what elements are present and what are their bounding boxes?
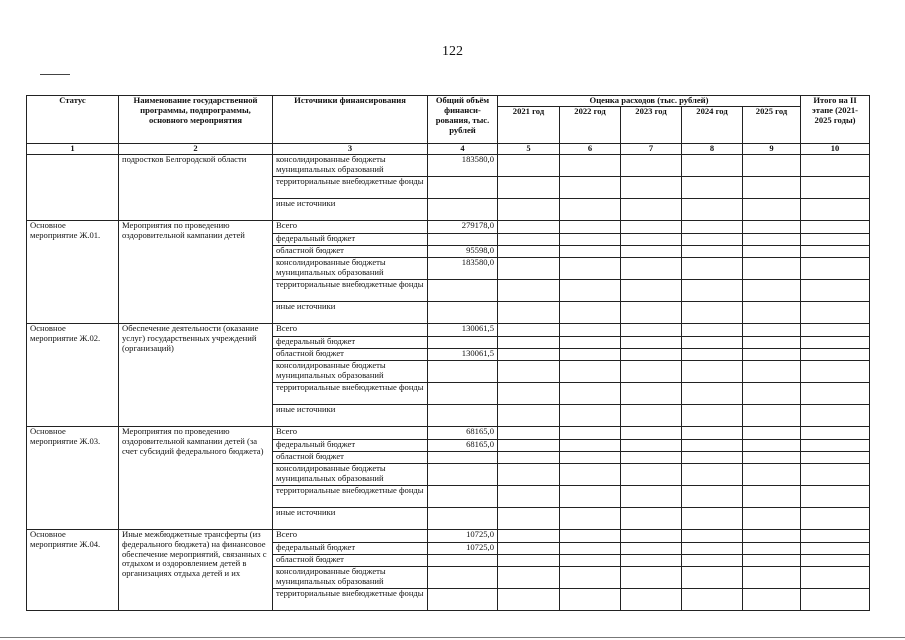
year-amount-cell [560, 233, 621, 245]
year-amount-cell [682, 348, 743, 360]
year-amount-cell [621, 542, 682, 554]
year-amount-cell [682, 529, 743, 542]
year-amount-cell [498, 529, 560, 542]
year-amount-cell [682, 451, 743, 463]
total-amount-cell: 183580,0 [428, 154, 498, 176]
year-amount-cell [801, 198, 870, 220]
year-amount-cell [801, 529, 870, 542]
year-amount-cell [682, 323, 743, 336]
year-amount-cell [560, 323, 621, 336]
year-amount-cell [560, 245, 621, 257]
year-amount-cell [743, 485, 801, 507]
year-amount-cell [801, 439, 870, 451]
year-amount-cell [801, 485, 870, 507]
total-amount-cell: 68165,0 [428, 426, 498, 439]
year-amount-cell [682, 336, 743, 348]
year-amount-cell [621, 220, 682, 233]
budget-table [26, 95, 870, 611]
year-amount-cell [498, 360, 560, 382]
year-amount-cell [621, 451, 682, 463]
funding-source-cell: Всего [273, 323, 428, 336]
year-amount-cell [498, 257, 560, 279]
funding-source-cell: областной бюджет [273, 554, 428, 566]
year-amount-cell [743, 382, 801, 404]
year-amount-cell [560, 176, 621, 198]
year-amount-cell [743, 245, 801, 257]
total-amount-cell [428, 233, 498, 245]
header-sources: Источники финансирования [273, 96, 428, 144]
year-amount-cell [498, 566, 560, 588]
year-amount-cell [743, 507, 801, 529]
column-number: 4 [428, 144, 498, 155]
header-estimate: Оценка расходов (тыс. рублей) [498, 96, 801, 107]
total-amount-cell [428, 382, 498, 404]
year-amount-cell [498, 507, 560, 529]
year-amount-cell [682, 382, 743, 404]
total-amount-cell [428, 507, 498, 529]
year-amount-cell [560, 360, 621, 382]
year-amount-cell [560, 566, 621, 588]
column-number: 10 [801, 144, 870, 155]
year-amount-cell [801, 336, 870, 348]
column-number: 5 [498, 144, 560, 155]
year-amount-cell [621, 554, 682, 566]
year-amount-cell [621, 233, 682, 245]
year-amount-cell [743, 176, 801, 198]
year-amount-cell [682, 301, 743, 323]
year-amount-cell [560, 439, 621, 451]
funding-source-cell: федеральный бюджет [273, 336, 428, 348]
year-amount-cell [560, 588, 621, 610]
funding-source-cell: территориальные внебюджетные фонды [273, 588, 428, 610]
funding-source-cell: федеральный бюджет [273, 439, 428, 451]
funding-source-cell: областной бюджет [273, 451, 428, 463]
column-number: 7 [621, 144, 682, 155]
year-amount-cell [801, 451, 870, 463]
year-amount-cell [682, 198, 743, 220]
funding-source-cell: Всего [273, 220, 428, 233]
year-amount-cell [498, 336, 560, 348]
year-amount-cell [682, 233, 743, 245]
year-amount-cell [743, 529, 801, 542]
year-amount-cell [560, 542, 621, 554]
header-year: 2022 год [560, 107, 621, 144]
funding-source-cell: федеральный бюджет [273, 233, 428, 245]
header-name: Наименование государственной программы, подпрограммы, основного мероприятия [119, 96, 273, 144]
year-amount-cell [801, 554, 870, 566]
year-amount-cell [621, 588, 682, 610]
status-cell: Основное мероприятие Ж.03. [27, 426, 119, 529]
year-amount-cell [621, 382, 682, 404]
status-cell: Основное мероприятие Ж.02. [27, 323, 119, 426]
year-amount-cell [621, 154, 682, 176]
column-number: 1 [27, 144, 119, 155]
table-row [27, 154, 870, 176]
year-amount-cell [743, 198, 801, 220]
year-amount-cell [621, 301, 682, 323]
table-row [27, 426, 870, 439]
year-amount-cell [743, 404, 801, 426]
year-amount-cell [682, 279, 743, 301]
year-amount-cell [498, 198, 560, 220]
year-amount-cell [498, 245, 560, 257]
header-status: Статус [27, 96, 119, 144]
year-amount-cell [743, 348, 801, 360]
year-amount-cell [621, 507, 682, 529]
year-amount-cell [682, 566, 743, 588]
year-amount-cell [801, 382, 870, 404]
year-amount-cell [560, 336, 621, 348]
year-amount-cell [682, 404, 743, 426]
year-amount-cell [498, 426, 560, 439]
year-amount-cell [621, 529, 682, 542]
year-amount-cell [682, 154, 743, 176]
year-amount-cell [743, 323, 801, 336]
total-amount-cell [428, 336, 498, 348]
year-amount-cell [621, 176, 682, 198]
year-amount-cell [682, 426, 743, 439]
year-amount-cell [498, 279, 560, 301]
year-amount-cell [498, 554, 560, 566]
year-amount-cell [621, 348, 682, 360]
scan-line-bottom [0, 637, 905, 638]
total-amount-cell: 10725,0 [428, 542, 498, 554]
scan-line-top [40, 74, 70, 75]
year-amount-cell [498, 301, 560, 323]
year-amount-cell [743, 588, 801, 610]
year-amount-cell [498, 463, 560, 485]
table-row [27, 220, 870, 233]
year-amount-cell [621, 566, 682, 588]
year-amount-cell [743, 279, 801, 301]
year-amount-cell [498, 439, 560, 451]
year-amount-cell [801, 279, 870, 301]
year-amount-cell [498, 382, 560, 404]
year-amount-cell [560, 451, 621, 463]
total-amount-cell: 130061,5 [428, 323, 498, 336]
program-name-cell: Иные межбюджетные трансферты (из федерального бюджета) на финансовое обеспечение мероприятий, связанных с отдыхом и оздоровлением детей в организациях отдыха детей и их [119, 529, 273, 610]
year-amount-cell [560, 507, 621, 529]
year-amount-cell [801, 463, 870, 485]
total-amount-cell: 279178,0 [428, 220, 498, 233]
funding-source-cell: консолидированные бюджеты муниципальных образований [273, 154, 428, 176]
year-amount-cell [560, 382, 621, 404]
year-amount-cell [560, 554, 621, 566]
year-amount-cell [801, 176, 870, 198]
total-amount-cell: 10725,0 [428, 529, 498, 542]
year-amount-cell [682, 257, 743, 279]
year-amount-cell [743, 439, 801, 451]
year-amount-cell [682, 463, 743, 485]
header-year: 2021 год [498, 107, 560, 144]
funding-source-cell: иные источники [273, 507, 428, 529]
year-amount-cell [743, 154, 801, 176]
funding-source-cell: иные источники [273, 404, 428, 426]
year-amount-cell [743, 542, 801, 554]
year-amount-cell [682, 360, 743, 382]
year-amount-cell [801, 301, 870, 323]
total-amount-cell [428, 301, 498, 323]
year-amount-cell [743, 360, 801, 382]
year-amount-cell [498, 451, 560, 463]
header-total: Общий объём финанси-рования, тыс. рублей [428, 96, 498, 144]
funding-source-cell: областной бюджет [273, 348, 428, 360]
year-amount-cell [621, 257, 682, 279]
status-cell: Основное мероприятие Ж.01. [27, 220, 119, 323]
year-amount-cell [801, 507, 870, 529]
year-amount-cell [560, 220, 621, 233]
year-amount-cell [801, 220, 870, 233]
year-amount-cell [743, 554, 801, 566]
program-name-cell: Мероприятия по проведению оздоровительной кампании детей (за счет субсидий федерального бюджета) [119, 426, 273, 529]
column-number: 8 [682, 144, 743, 155]
year-amount-cell [560, 426, 621, 439]
funding-source-cell: Всего [273, 426, 428, 439]
year-amount-cell [801, 154, 870, 176]
year-amount-cell [743, 463, 801, 485]
program-name-cell: Мероприятия по проведению оздоровительной кампании детей [119, 220, 273, 323]
year-amount-cell [560, 198, 621, 220]
total-amount-cell [428, 360, 498, 382]
year-amount-cell [682, 176, 743, 198]
year-amount-cell [498, 323, 560, 336]
funding-source-cell: консолидированные бюджеты муниципальных образований [273, 360, 428, 382]
year-amount-cell [621, 463, 682, 485]
year-amount-cell [801, 360, 870, 382]
total-amount-cell [428, 554, 498, 566]
year-amount-cell [621, 426, 682, 439]
status-cell: Основное мероприятие Ж.04. [27, 529, 119, 610]
funding-source-cell: территориальные внебюджетные фонды [273, 279, 428, 301]
year-amount-cell [560, 154, 621, 176]
total-amount-cell: 130061,5 [428, 348, 498, 360]
funding-source-cell: консолидированные бюджеты муниципальных образований [273, 257, 428, 279]
year-amount-cell [621, 198, 682, 220]
year-amount-cell [560, 279, 621, 301]
status-cell [27, 154, 119, 220]
total-amount-cell [428, 279, 498, 301]
funding-source-cell: территориальные внебюджетные фонды [273, 176, 428, 198]
column-number: 6 [560, 144, 621, 155]
year-amount-cell [682, 439, 743, 451]
year-amount-cell [801, 233, 870, 245]
year-amount-cell [621, 279, 682, 301]
total-amount-cell [428, 198, 498, 220]
year-amount-cell [743, 220, 801, 233]
year-amount-cell [560, 485, 621, 507]
year-amount-cell [743, 233, 801, 245]
total-amount-cell [428, 463, 498, 485]
header-year: 2025 год [743, 107, 801, 144]
year-amount-cell [498, 220, 560, 233]
year-amount-cell [743, 301, 801, 323]
year-amount-cell [801, 588, 870, 610]
year-amount-cell [682, 245, 743, 257]
year-amount-cell [682, 542, 743, 554]
year-amount-cell [498, 542, 560, 554]
total-amount-cell [428, 588, 498, 610]
year-amount-cell [682, 220, 743, 233]
year-amount-cell [743, 426, 801, 439]
year-amount-cell [682, 588, 743, 610]
total-amount-cell: 68165,0 [428, 439, 498, 451]
year-amount-cell [801, 404, 870, 426]
column-number: 9 [743, 144, 801, 155]
funding-source-cell: территориальные внебюджетные фонды [273, 485, 428, 507]
year-amount-cell [743, 566, 801, 588]
year-amount-cell [560, 301, 621, 323]
year-amount-cell [498, 485, 560, 507]
year-amount-cell [743, 336, 801, 348]
year-amount-cell [682, 554, 743, 566]
year-amount-cell [498, 348, 560, 360]
total-amount-cell: 95598,0 [428, 245, 498, 257]
year-amount-cell [801, 257, 870, 279]
year-amount-cell [801, 245, 870, 257]
total-amount-cell [428, 451, 498, 463]
funding-source-cell: консолидированные бюджеты муниципальных образований [273, 463, 428, 485]
total-amount-cell [428, 404, 498, 426]
total-amount-cell [428, 485, 498, 507]
year-amount-cell [621, 404, 682, 426]
header-year: 2024 год [682, 107, 743, 144]
year-amount-cell [560, 404, 621, 426]
total-amount-cell [428, 566, 498, 588]
year-amount-cell [498, 588, 560, 610]
total-amount-cell: 183580,0 [428, 257, 498, 279]
program-name-cell: подростков Белгородской области [119, 154, 273, 220]
year-amount-cell [498, 154, 560, 176]
funding-source-cell: иные источники [273, 198, 428, 220]
year-amount-cell [621, 336, 682, 348]
funding-source-cell: федеральный бюджет [273, 542, 428, 554]
total-amount-cell [428, 176, 498, 198]
page-number: 122 [442, 44, 463, 59]
year-amount-cell [560, 257, 621, 279]
column-number: 2 [119, 144, 273, 155]
year-amount-cell [560, 463, 621, 485]
table-row [27, 323, 870, 336]
funding-source-cell: иные источники [273, 301, 428, 323]
year-amount-cell [801, 348, 870, 360]
column-number: 3 [273, 144, 428, 155]
column-number-row [27, 144, 870, 155]
funding-source-cell: Всего [273, 529, 428, 542]
year-amount-cell [621, 439, 682, 451]
year-amount-cell [682, 485, 743, 507]
year-amount-cell [621, 485, 682, 507]
table-body [27, 154, 870, 610]
year-amount-cell [498, 176, 560, 198]
year-amount-cell [801, 323, 870, 336]
year-amount-cell [621, 245, 682, 257]
year-amount-cell [560, 529, 621, 542]
year-amount-cell [621, 360, 682, 382]
funding-source-cell: консолидированные бюджеты муниципальных образований [273, 566, 428, 588]
header-stage-total: Итого на II этапе (2021-2025 годы) [801, 96, 870, 144]
year-amount-cell [498, 404, 560, 426]
year-amount-cell [743, 451, 801, 463]
year-amount-cell [498, 233, 560, 245]
year-amount-cell [801, 426, 870, 439]
year-amount-cell [801, 566, 870, 588]
year-amount-cell [743, 257, 801, 279]
header-year: 2023 год [621, 107, 682, 144]
year-amount-cell [801, 542, 870, 554]
program-name-cell: Обеспечение деятельности (оказание услуг) государственных учреждений (организаций) [119, 323, 273, 426]
year-amount-cell [621, 323, 682, 336]
table-row [27, 529, 870, 542]
funding-source-cell: областной бюджет [273, 245, 428, 257]
year-amount-cell [560, 348, 621, 360]
funding-source-cell: территориальные внебюджетные фонды [273, 382, 428, 404]
year-amount-cell [682, 507, 743, 529]
